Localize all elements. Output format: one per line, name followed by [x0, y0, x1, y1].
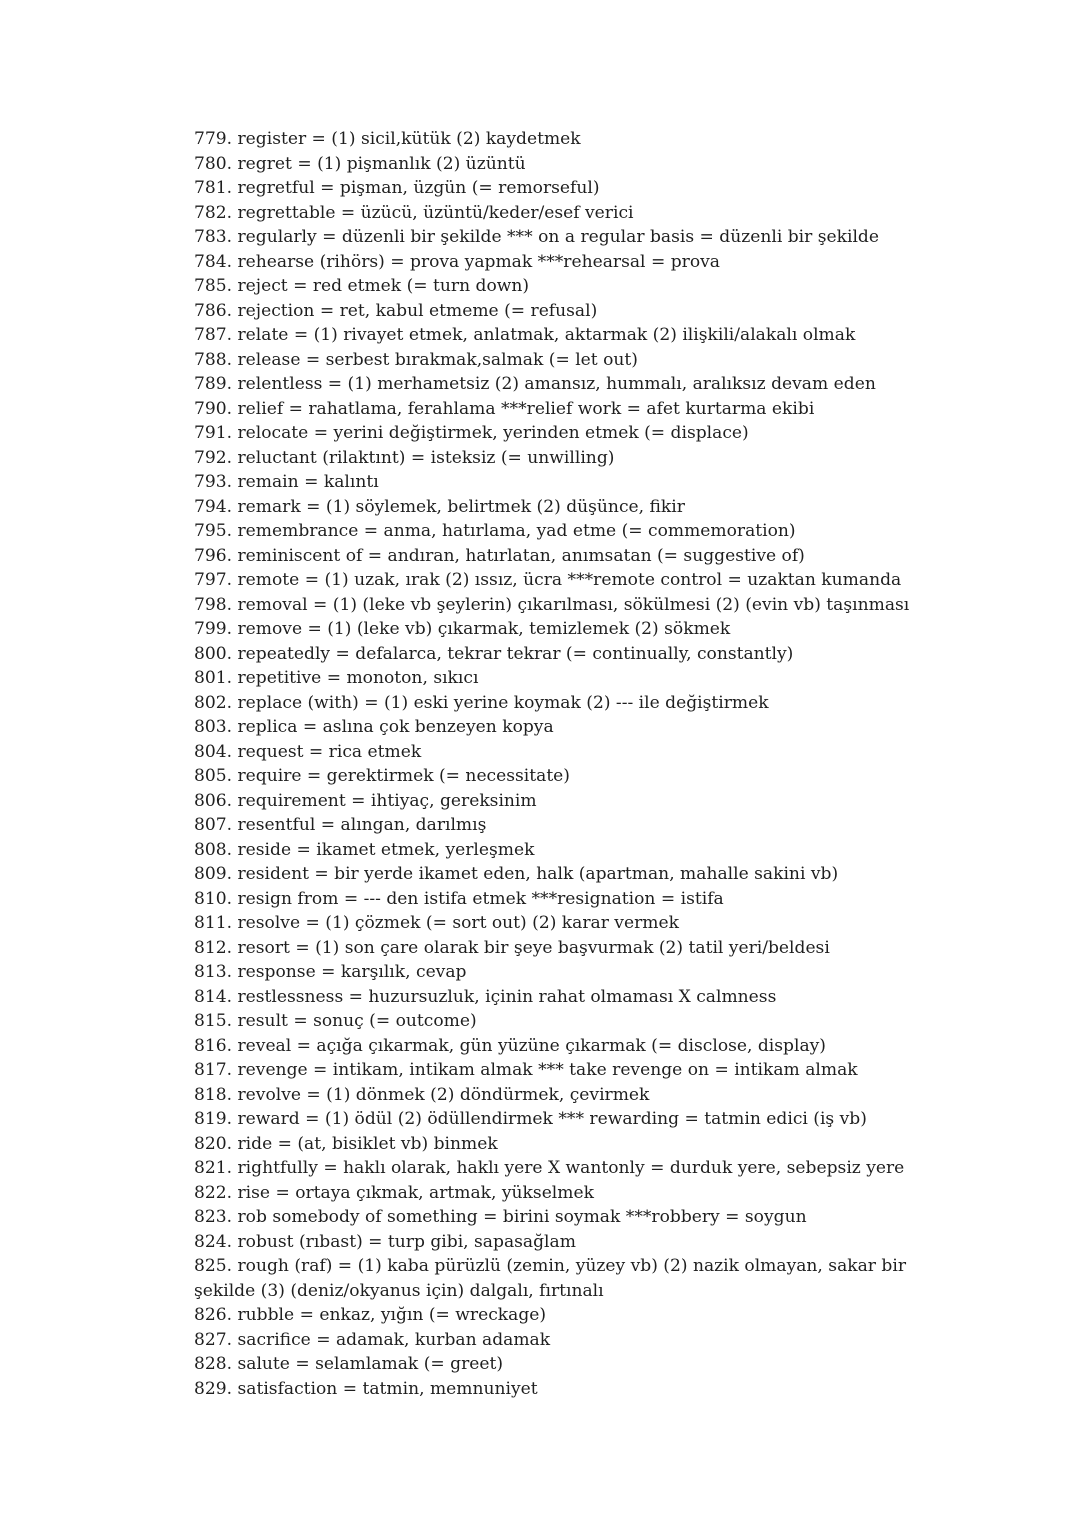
vocab-entry-text: 794. remark = (1) söylemek, belirtmek (2) düşünce, fikir — [194, 496, 685, 517]
vocab-entry — [194, 299, 924, 324]
vocab-entry-text: 817. revenge = intikam, intikam almak *** take revenge on = intikam almak — [194, 1060, 858, 1080]
vocab-entry — [194, 1352, 924, 1377]
vocab-entry-text: 789. relentless = (1) merhametsiz (2) amansız, hummalı, aralıksız devam eden — [194, 374, 876, 394]
vocab-entry-text: 779. register = (1) sicil,kütük (2) kaydetmek — [194, 129, 581, 149]
vocab-entry-text: 810. resign from = --- den istifa etmek ***resignation = istifa — [194, 888, 724, 909]
vocab-entry-text: 806. requirement = ihtiyaç, gereksinim — [194, 790, 537, 811]
vocab-entry — [194, 1230, 924, 1255]
vocab-entry-text: 818. revolve = (1) dönmek (2) döndürmek, çevirmek — [194, 1084, 650, 1105]
vocab-entry — [194, 1009, 924, 1034]
vocab-entry — [194, 617, 924, 642]
vocab-entry — [194, 397, 924, 422]
vocab-entry-text: 811. resolve = (1) çözmek (= sort out) (2) karar vermek — [194, 913, 679, 933]
vocab-entry-text: 787. relate = (1) rivayet etmek, anlatmak, aktarmak (2) ilişkili/alakalı olmak — [194, 325, 856, 345]
vocab-entry — [194, 372, 924, 397]
vocab-entry-text: 784. rehearse (rihörs) = prova yapmak ***rehearsal = prova — [194, 251, 720, 272]
vocab-entry — [194, 323, 924, 348]
vocab-entry-text: 808. reside = ikamet etmek, yerleşmek — [194, 839, 535, 860]
vocab-entry-text: 805. require = gerektirmek (= necessitate) — [194, 766, 570, 786]
vocabulary-list — [194, 127, 924, 1401]
vocab-entry — [194, 691, 924, 716]
vocab-entry — [194, 936, 924, 961]
vocab-entry — [194, 960, 924, 985]
vocab-entry — [194, 985, 924, 1010]
vocab-entry-text: 788. release = serbest bırakmak,salmak (= let out) — [194, 349, 638, 370]
vocab-entry-text: 780. regret = (1) pişmanlık (2) üzüntü — [194, 153, 526, 174]
vocab-entry — [194, 593, 924, 618]
vocab-entry-text: 802. replace (with) = (1) eski yerine koymak (2) --- ile değiştirmek — [194, 692, 769, 713]
vocab-entry-text: 826. rubble = enkaz, yığın (= wreckage) — [194, 1305, 547, 1325]
vocab-entry — [194, 544, 924, 569]
vocab-entry — [194, 421, 924, 446]
vocab-entry — [194, 1254, 924, 1303]
vocab-entry-text: 800. repeatedly = defalarca, tekrar tekrar (= continually, constantly) — [194, 643, 794, 664]
vocab-entry — [194, 740, 924, 765]
vocab-entry — [194, 911, 924, 936]
vocab-entry — [194, 1132, 924, 1157]
vocab-entry — [194, 470, 924, 495]
vocab-entry-text: 822. rise = ortaya çıkmak, artmak, yükselmek — [194, 1182, 594, 1203]
vocab-entry-text: 793. remain = kalıntı — [194, 472, 379, 492]
vocab-entry — [194, 1058, 924, 1083]
vocab-entry-text: 807. resentful = alıngan, darılmış — [194, 815, 487, 835]
vocab-entry — [194, 1328, 924, 1353]
vocab-entry-text: 809. resident = bir yerde ikamet eden, halk (apartman, mahalle sakini vb) — [194, 864, 839, 884]
vocab-entry — [194, 838, 924, 863]
vocab-entry-text: 813. response = karşılık, cevap — [194, 962, 467, 982]
vocab-entry-text: 821. rightfully = haklı olarak, haklı yere X wantonly = durduk yere, sebepsiz yere — [194, 1158, 905, 1178]
vocab-entry — [194, 446, 924, 471]
vocab-entry-text: 786. rejection = ret, kabul etmeme (= refusal) — [194, 300, 598, 321]
vocab-entry — [194, 127, 924, 152]
vocab-entry-text: 823. rob somebody of something = birini soymak ***robbery = soygun — [194, 1207, 807, 1227]
vocab-entry — [194, 1205, 924, 1230]
vocab-entry-text: 792. reluctant (rilaktınt) = isteksiz (= unwilling) — [194, 447, 615, 468]
vocab-entry — [194, 519, 924, 544]
vocab-entry — [194, 568, 924, 593]
vocab-entry-text: 812. resort = (1) son çare olarak bir şeye başvurmak (2) tatil yeri/beldesi — [194, 937, 830, 958]
vocab-entry-text: 791. relocate = yerini değiştirmek, yerinden etmek (= displace) — [194, 423, 749, 443]
vocab-entry — [194, 1303, 924, 1328]
vocab-entry-text: 803. replica = aslına çok benzeyen kopya — [194, 717, 554, 737]
vocab-entry-text: 816. reveal = açığa çıkarmak, gün yüzüne çıkarmak (= disclose, display) — [194, 1035, 826, 1056]
vocab-entry-text: 783. regularly = düzenli bir şekilde *** on a regular basis = düzenli bir şekilde — [194, 227, 879, 247]
vocab-entry — [194, 666, 924, 691]
vocab-entry-text: 804. request = rica etmek — [194, 741, 422, 762]
vocab-entry — [194, 274, 924, 299]
vocab-entry-text: 781. regretful = pişman, üzgün (= remorseful) — [194, 178, 600, 198]
vocab-entry — [194, 862, 924, 887]
vocab-entry-text: 814. restlessness = huzursuzluk, içinin rahat olmaması X calmness — [194, 986, 777, 1007]
vocab-entry — [194, 250, 924, 275]
vocab-entry — [194, 642, 924, 667]
vocab-entry — [194, 201, 924, 226]
vocab-entry-text: 797. remote = (1) uzak, ırak (2) ıssız, ücra ***remote control = uzaktan kumanda — [194, 570, 902, 590]
vocab-entry — [194, 1083, 924, 1108]
vocab-entry-text: 829. satisfaction = tatmin, memnuniyet — [194, 1378, 538, 1399]
vocab-entry-text: 815. result = sonuç (= outcome) — [194, 1011, 477, 1031]
vocab-entry — [194, 887, 924, 912]
vocab-entry-text: 798. removal = (1) (leke vb şeylerin) çıkarılması, sökülmesi (2) (evin vb) taşınması — [194, 594, 910, 615]
vocab-entry — [194, 715, 924, 740]
vocab-entry-text: 820. ride = (at, bisiklet vb) binmek — [194, 1133, 498, 1154]
vocab-entry — [194, 1034, 924, 1059]
vocab-entry — [194, 176, 924, 201]
vocab-entry-text: 796. reminiscent of = andıran, hatırlatan, anımsatan (= suggestive of) — [194, 545, 805, 566]
vocab-entry — [194, 789, 924, 814]
vocab-entry — [194, 1156, 924, 1181]
vocab-entry-text: 782. regrettable = üzücü, üzüntü/keder/esef verici — [194, 202, 634, 223]
vocab-entry — [194, 764, 924, 789]
vocab-entry-text: 825. rough (raf) = (1) kaba pürüzlü (zemin, yüzey vb) (2) nazik olmayan, sakar bir — [194, 1256, 906, 1276]
vocab-entry — [194, 1377, 924, 1402]
vocab-entry — [194, 152, 924, 177]
vocab-entry-text: 828. salute = selamlamak (= greet) — [194, 1354, 504, 1374]
vocab-entry — [194, 1181, 924, 1206]
vocab-entry-text: 799. remove = (1) (leke vb) çıkarmak, temizlemek (2) sökmek — [194, 619, 731, 639]
vocab-entry-text: 819. reward = (1) ödül (2) ödüllendirmek *** rewarding = tatmin edici (iş vb) — [194, 1109, 867, 1129]
vocab-entry-text: 795. remembrance = anma, hatırlama, yad etme (= commemoration) — [194, 521, 796, 541]
vocab-entry-text: 827. sacrifice = adamak, kurban adamak — [194, 1329, 551, 1350]
vocab-entry-text: 790. relief = rahatlama, ferahlama ***relief work = afet kurtarma ekibi — [194, 398, 815, 419]
vocab-entry — [194, 225, 924, 250]
vocab-entry — [194, 1107, 924, 1132]
vocab-entry-text: 824. robust (rıbast) = turp gibi, sapasağlam — [194, 1231, 576, 1252]
vocab-entry-text: 785. reject = red etmek (= turn down) — [194, 276, 530, 296]
vocab-entry-text: 801. repetitive = monoton, sıkıcı — [194, 668, 479, 688]
vocab-entry-continuation: şekilde (3) (deniz/okyanus için) dalgalı, fırtınalı — [194, 1280, 604, 1301]
vocab-entry — [194, 495, 924, 520]
vocab-entry — [194, 348, 924, 373]
vocab-entry — [194, 813, 924, 838]
